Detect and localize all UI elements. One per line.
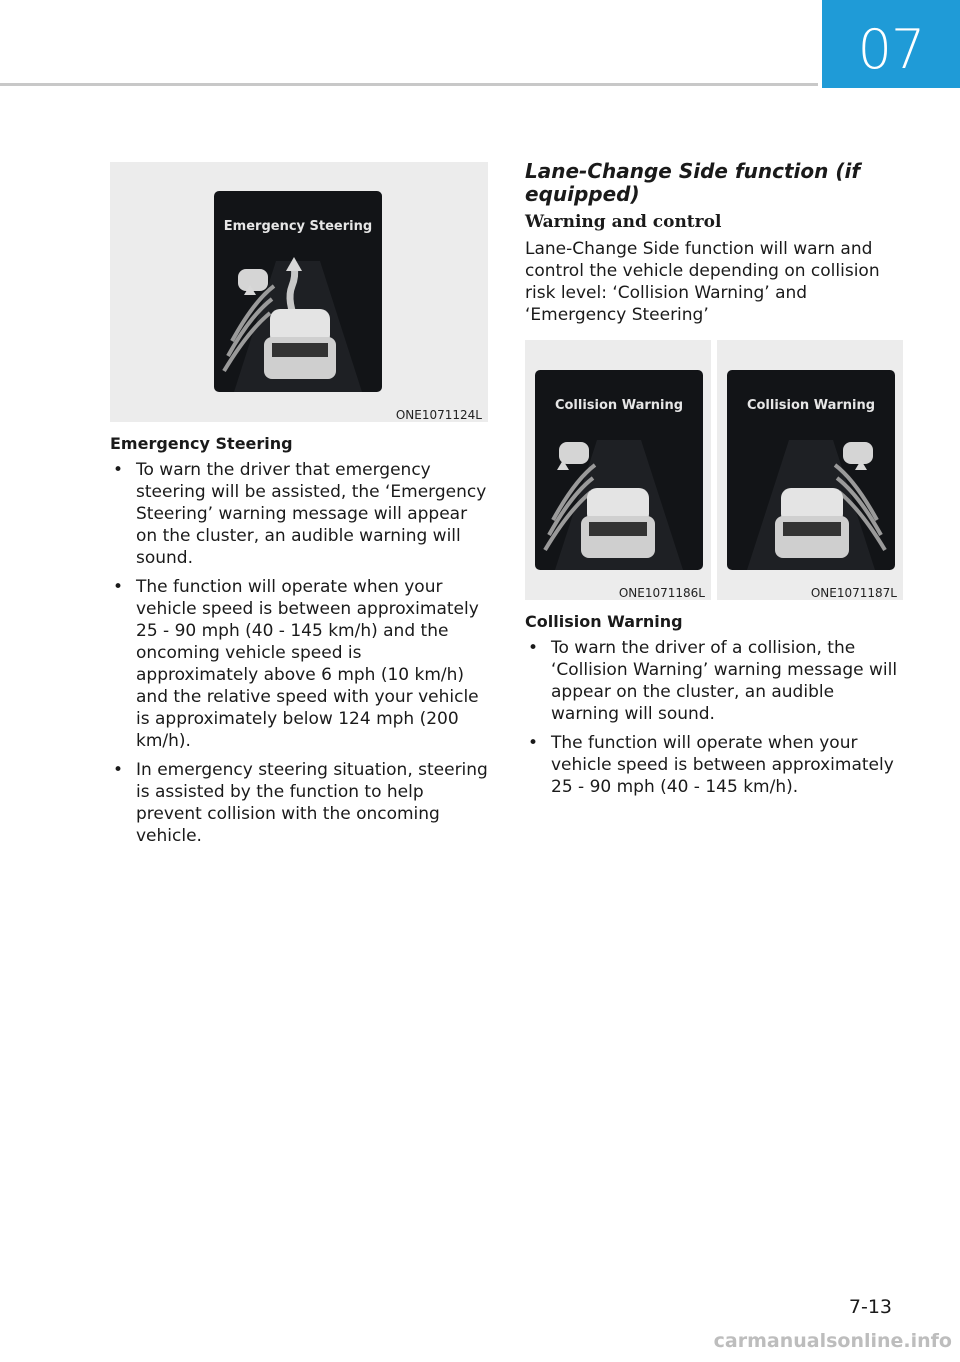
section-heading: Emergency Steering — [110, 434, 293, 453]
bullet-marker: • — [528, 638, 539, 658]
collision-warning-figure-right — [717, 340, 903, 600]
screen-title: Collision Warning — [746, 398, 876, 413]
figure-caption: ONE1071186L — [618, 586, 705, 600]
bullet-item — [525, 732, 905, 798]
figure-caption: ONE1071187L — [810, 586, 897, 600]
cluster-screen — [214, 191, 382, 392]
bullet-list — [110, 459, 488, 847]
bullet-text: In emergency steering situation, steering is assisted by the function to help prevent collision with the oncoming vehicle. — [136, 760, 488, 846]
bullet-marker: • — [113, 760, 124, 780]
bullet-item — [110, 459, 488, 569]
left-column — [110, 162, 488, 854]
right-column — [525, 160, 905, 805]
bullet-marker: • — [113, 460, 124, 480]
cluster-screen — [727, 370, 895, 570]
bullet-item — [525, 637, 905, 725]
bullet-text: To warn the driver that emergency steering will be assisted, the ‘Emergency Steering’ warning message will appear on the cluster, an audible warning will sound. — [136, 460, 487, 568]
cluster-screen — [535, 370, 703, 570]
function-title: Lane-Change Side function (if equipped) — [525, 159, 861, 206]
section-heading: Collision Warning — [525, 612, 683, 631]
screen-title: Emergency Steering — [223, 219, 373, 234]
bullet-marker: • — [528, 733, 539, 753]
header-rule — [0, 83, 818, 86]
emergency-steering-figure — [110, 162, 488, 422]
bullet-item — [110, 759, 488, 847]
chapter-number-tab: 07 — [822, 0, 960, 88]
subsection-title: Warning and control — [525, 212, 722, 232]
bullet-text: The function will operate when your vehicle speed is between approximately 25 - 90 mph (40 - 145 km/h). — [551, 733, 894, 797]
page-number: 7-13 — [848, 1296, 892, 1318]
bullet-marker: • — [113, 577, 124, 597]
bullet-list — [525, 637, 905, 798]
bullet-text: To warn the driver of a collision, the ‘Collision Warning’ warning message will appear on the cluster, an audible warning will sound. — [551, 638, 898, 724]
screen-title: Collision Warning — [554, 398, 684, 413]
bullet-item — [110, 576, 488, 752]
collision-warning-figure-left — [525, 340, 711, 600]
collision-warning-figures — [525, 340, 905, 600]
watermark: carmanualsonline.info — [713, 1330, 952, 1352]
figure-caption: ONE1071124L — [395, 408, 482, 422]
bullet-text: The function will operate when your vehicle speed is between approximately 25 - 90 mph (40 - 145 km/h) and the oncoming vehicle speed is approximately above 6 mph (10 km/h) and the relative speed with your vehicle is approximately below 124 mph (200 km/h). — [136, 577, 479, 751]
intro-paragraph: Lane-Change Side function will warn and control the vehicle depending on collision risk level: ‘Collision Warning’ and ‘Emergency Steering’ — [525, 239, 880, 325]
